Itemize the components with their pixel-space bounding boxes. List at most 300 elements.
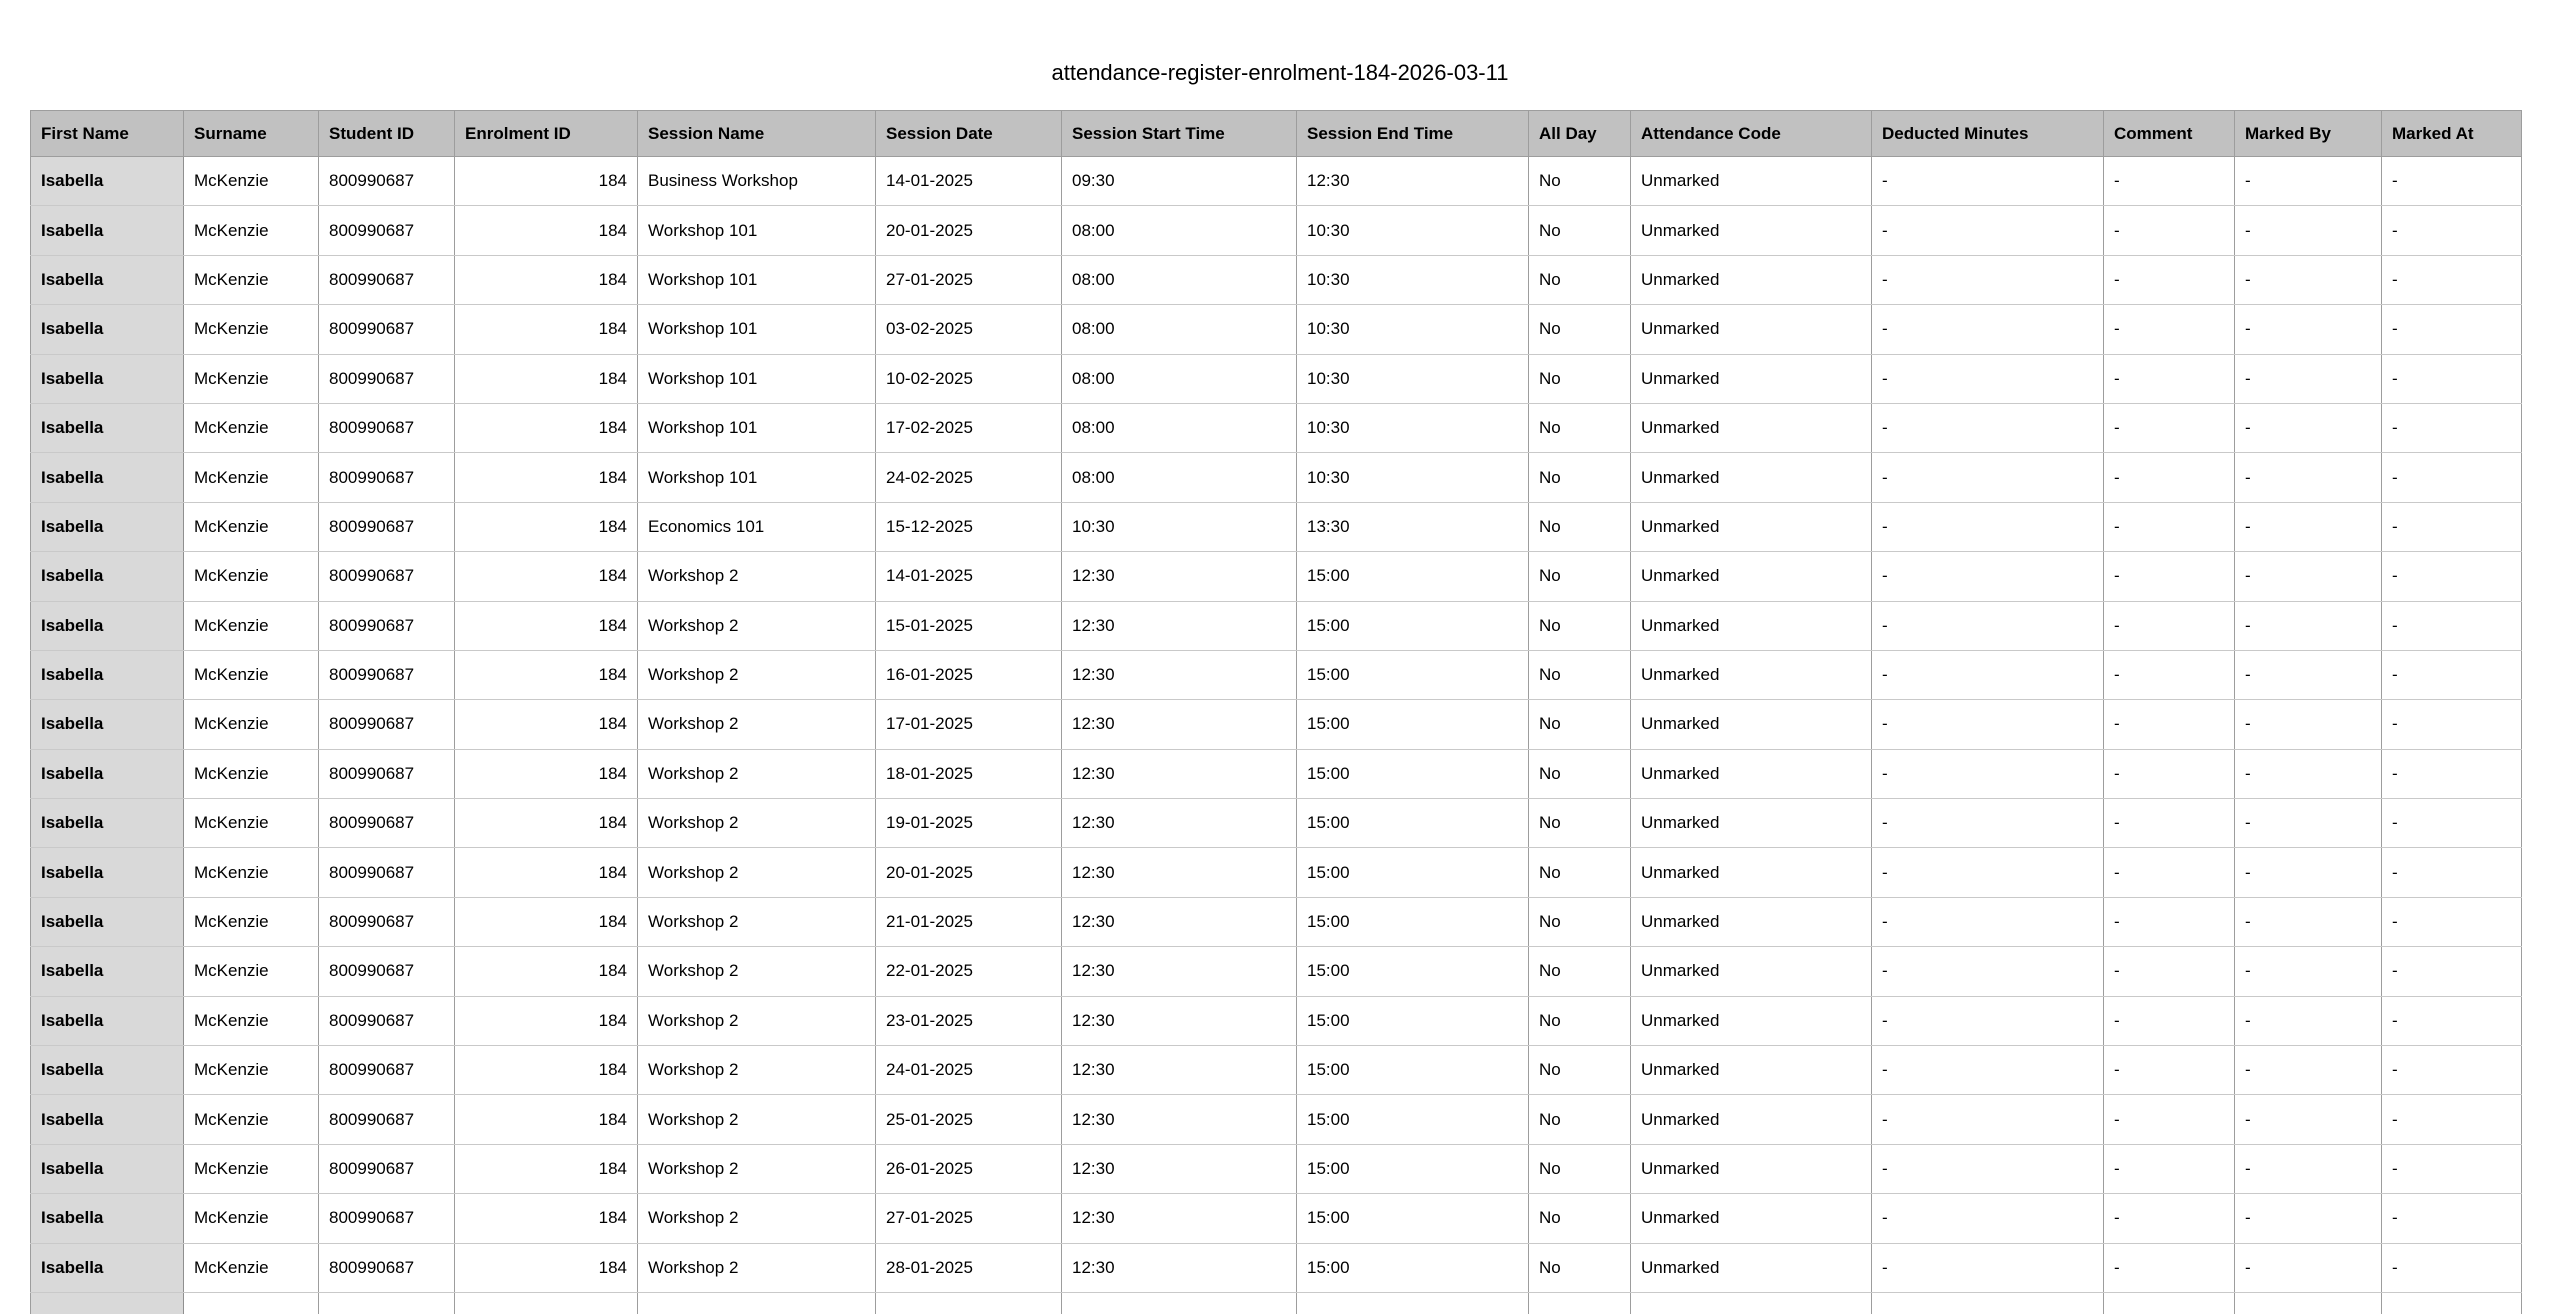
cell-deducted-minutes: - (1872, 897, 2104, 946)
cell-session-end-time: 15:00 (1297, 947, 1529, 996)
cell-enrolment-id: 184 (455, 749, 638, 798)
cell-deducted-minutes: - (1872, 700, 2104, 749)
cell-all-day: No (1529, 305, 1631, 354)
cell-deducted-minutes: - (1872, 255, 2104, 304)
cell-student-id: 800990687 (319, 848, 455, 897)
cell-student-id: 800990687 (319, 650, 455, 699)
cell-session-end-time: 13:30 (1297, 502, 1529, 551)
cell-attendance-code: Unmarked (1631, 799, 1872, 848)
cell-session-start-time (1062, 1292, 1297, 1314)
cell-surname: McKenzie (184, 1095, 319, 1144)
cell-surname: McKenzie (184, 996, 319, 1045)
cell-student-id: 800990687 (319, 206, 455, 255)
cell-deducted-minutes: - (1872, 206, 2104, 255)
header-cell-surname: Surname (184, 111, 319, 157)
cell-all-day: No (1529, 502, 1631, 551)
cell-session-end-time: 15:00 (1297, 996, 1529, 1045)
cell-session-end-time: 15:00 (1297, 1095, 1529, 1144)
cell-attendance-code: Unmarked (1631, 1144, 1872, 1193)
cell-first-name: Isabella (31, 255, 184, 304)
cell-surname: McKenzie (184, 700, 319, 749)
cell-marked-by: - (2235, 897, 2382, 946)
cell-all-day: No (1529, 1194, 1631, 1243)
cell-marked-at: - (2382, 453, 2522, 502)
cell-comment: - (2104, 799, 2235, 848)
cell-session-name: Workshop 101 (638, 403, 876, 452)
cell-surname: McKenzie (184, 305, 319, 354)
cell-attendance-code: Unmarked (1631, 354, 1872, 403)
cell-session-date: 25-01-2025 (876, 1095, 1062, 1144)
cell-session-start-time: 10:30 (1062, 502, 1297, 551)
header-cell-attendance-code: Attendance Code (1631, 111, 1872, 157)
cell-first-name: Isabella (31, 601, 184, 650)
cell-marked-at: - (2382, 947, 2522, 996)
cell-session-start-time: 12:30 (1062, 996, 1297, 1045)
cell-surname: McKenzie (184, 1243, 319, 1292)
cell-first-name: Isabella (31, 1194, 184, 1243)
cell-session-date: 24-01-2025 (876, 1046, 1062, 1095)
cell-marked-by: - (2235, 552, 2382, 601)
cell-student-id (319, 1292, 455, 1314)
cell-surname: McKenzie (184, 354, 319, 403)
cell-all-day: No (1529, 552, 1631, 601)
cell-session-date: 14-01-2025 (876, 552, 1062, 601)
cell-session-end-time: 10:30 (1297, 305, 1529, 354)
cell-session-date: 15-12-2025 (876, 502, 1062, 551)
table-row (31, 403, 2522, 452)
cell-student-id: 800990687 (319, 799, 455, 848)
cell-enrolment-id: 184 (455, 206, 638, 255)
cell-attendance-code: Unmarked (1631, 502, 1872, 551)
cell-first-name: Isabella (31, 305, 184, 354)
cell-session-name: Workshop 2 (638, 749, 876, 798)
cell-first-name: Isabella (31, 1046, 184, 1095)
header-cell-all-day: All Day (1529, 111, 1631, 157)
cell-session-end-time: 12:30 (1297, 157, 1529, 206)
cell-student-id: 800990687 (319, 502, 455, 551)
cell-session-start-time: 12:30 (1062, 1194, 1297, 1243)
cell-first-name: Isabella (31, 749, 184, 798)
cell-session-start-time: 08:00 (1062, 453, 1297, 502)
cell-first-name: Isabella (31, 799, 184, 848)
cell-marked-by: - (2235, 799, 2382, 848)
cell-comment: - (2104, 206, 2235, 255)
cell-session-date: 28-01-2025 (876, 1243, 1062, 1292)
cell-marked-at: - (2382, 502, 2522, 551)
cell-session-start-time: 08:00 (1062, 305, 1297, 354)
cell-session-start-time: 12:30 (1062, 749, 1297, 798)
cell-attendance-code: Unmarked (1631, 700, 1872, 749)
cell-all-day: No (1529, 206, 1631, 255)
cell-first-name: Isabella (31, 453, 184, 502)
cell-attendance-code: Unmarked (1631, 749, 1872, 798)
table-row (31, 1095, 2522, 1144)
table-row (31, 799, 2522, 848)
cell-all-day: No (1529, 947, 1631, 996)
cell-marked-by: - (2235, 157, 2382, 206)
cell-comment: - (2104, 749, 2235, 798)
header-cell-session-end-time: Session End Time (1297, 111, 1529, 157)
cell-marked-by: - (2235, 453, 2382, 502)
cell-session-start-time: 12:30 (1062, 848, 1297, 897)
cell-session-start-time: 12:30 (1062, 1243, 1297, 1292)
cell-first-name: Isabella (31, 848, 184, 897)
cell-all-day: No (1529, 255, 1631, 304)
cell-deducted-minutes: - (1872, 749, 2104, 798)
cell-all-day: No (1529, 1144, 1631, 1193)
header-cell-deducted-minutes: Deducted Minutes (1872, 111, 2104, 157)
cell-surname: McKenzie (184, 947, 319, 996)
cell-session-end-time: 15:00 (1297, 1194, 1529, 1243)
cell-all-day: No (1529, 1243, 1631, 1292)
cell-all-day: No (1529, 848, 1631, 897)
cell-deducted-minutes: - (1872, 157, 2104, 206)
cell-marked-at: - (2382, 700, 2522, 749)
cell-session-name: Economics 101 (638, 502, 876, 551)
cell-attendance-code: Unmarked (1631, 552, 1872, 601)
cell-session-start-time: 12:30 (1062, 552, 1297, 601)
cell-attendance-code: Unmarked (1631, 1046, 1872, 1095)
cell-deducted-minutes: - (1872, 1095, 2104, 1144)
cell-surname: McKenzie (184, 1046, 319, 1095)
cell-first-name: Isabella (31, 947, 184, 996)
cell-session-start-time: 09:30 (1062, 157, 1297, 206)
cell-student-id: 800990687 (319, 453, 455, 502)
cell-attendance-code: Unmarked (1631, 453, 1872, 502)
cell-session-end-time: 15:00 (1297, 650, 1529, 699)
cell-session-start-time: 12:30 (1062, 799, 1297, 848)
cell-comment: - (2104, 1243, 2235, 1292)
cell-student-id: 800990687 (319, 255, 455, 304)
cell-first-name: Isabella (31, 206, 184, 255)
header-row (31, 111, 2522, 157)
table-row (31, 650, 2522, 699)
cell-enrolment-id: 184 (455, 1243, 638, 1292)
cell-comment: - (2104, 1095, 2235, 1144)
cell-surname: McKenzie (184, 552, 319, 601)
cell-enrolment-id: 184 (455, 1194, 638, 1243)
table-row (31, 897, 2522, 946)
cell-marked-by: - (2235, 848, 2382, 897)
cell-student-id: 800990687 (319, 1144, 455, 1193)
cell-marked-at (2382, 1292, 2522, 1314)
cell-session-start-time: 12:30 (1062, 1095, 1297, 1144)
cell-student-id: 800990687 (319, 1095, 455, 1144)
cell-surname: McKenzie (184, 848, 319, 897)
cell-student-id: 800990687 (319, 552, 455, 601)
cell-marked-at: - (2382, 403, 2522, 452)
cell-session-end-time: 15:00 (1297, 601, 1529, 650)
cell-marked-by: - (2235, 749, 2382, 798)
cell-comment: - (2104, 255, 2235, 304)
cell-enrolment-id: 184 (455, 601, 638, 650)
cell-marked-by: - (2235, 255, 2382, 304)
cell-session-date: 10-02-2025 (876, 354, 1062, 403)
cell-enrolment-id: 184 (455, 996, 638, 1045)
cell-surname: McKenzie (184, 1144, 319, 1193)
cell-surname: McKenzie (184, 897, 319, 946)
cell-surname: McKenzie (184, 650, 319, 699)
document-title: attendance-register-enrolment-184-2026-03-11 (1051, 60, 1509, 85)
cell-enrolment-id: 184 (455, 897, 638, 946)
cell-session-start-time: 12:30 (1062, 947, 1297, 996)
cell-session-name: Workshop 2 (638, 1243, 876, 1292)
cell-session-date: 17-01-2025 (876, 700, 1062, 749)
cell-deducted-minutes: - (1872, 502, 2104, 551)
cell-all-day: No (1529, 799, 1631, 848)
cell-surname: McKenzie (184, 749, 319, 798)
cell-attendance-code: Unmarked (1631, 1095, 1872, 1144)
cell-session-date: 27-01-2025 (876, 255, 1062, 304)
cell-first-name: Isabella (31, 996, 184, 1045)
cell-deducted-minutes: - (1872, 403, 2104, 452)
cell-all-day: No (1529, 601, 1631, 650)
cell-session-name: Workshop 2 (638, 552, 876, 601)
cell-session-end-time: 15:00 (1297, 1046, 1529, 1095)
cell-student-id: 800990687 (319, 749, 455, 798)
cell-session-start-time: 08:00 (1062, 354, 1297, 403)
cell-comment (2104, 1292, 2235, 1314)
cell-student-id: 800990687 (319, 403, 455, 452)
cell-marked-by (2235, 1292, 2382, 1314)
cell-session-date: 19-01-2025 (876, 799, 1062, 848)
cell-student-id: 800990687 (319, 1046, 455, 1095)
cell-deducted-minutes: - (1872, 996, 2104, 1045)
cell-all-day: No (1529, 1095, 1631, 1144)
cell-marked-at: - (2382, 1095, 2522, 1144)
table-container (30, 110, 2526, 1314)
cell-comment: - (2104, 453, 2235, 502)
cell-enrolment-id: 184 (455, 1046, 638, 1095)
header-cell-session-start-time: Session Start Time (1062, 111, 1297, 157)
cell-attendance-code: Unmarked (1631, 157, 1872, 206)
cell-session-date: 21-01-2025 (876, 897, 1062, 946)
cell-marked-by: - (2235, 403, 2382, 452)
header-cell-comment: Comment (2104, 111, 2235, 157)
cell-comment: - (2104, 1046, 2235, 1095)
cell-marked-by: - (2235, 700, 2382, 749)
cell-deducted-minutes: - (1872, 650, 2104, 699)
cell-session-name: Workshop 101 (638, 354, 876, 403)
cell-session-name: Workshop 2 (638, 1194, 876, 1243)
cell-attendance-code: Unmarked (1631, 897, 1872, 946)
cell-deducted-minutes: - (1872, 1046, 2104, 1095)
cell-session-start-time: 08:00 (1062, 403, 1297, 452)
cell-marked-at: - (2382, 552, 2522, 601)
table-row (31, 601, 2522, 650)
cell-surname: McKenzie (184, 799, 319, 848)
cell-session-name: Workshop 2 (638, 848, 876, 897)
cell-first-name (31, 1292, 184, 1314)
cell-deducted-minutes: - (1872, 1243, 2104, 1292)
cell-session-name: Workshop 101 (638, 453, 876, 502)
cell-enrolment-id: 184 (455, 799, 638, 848)
cell-surname: McKenzie (184, 206, 319, 255)
header-cell-enrolment-id: Enrolment ID (455, 111, 638, 157)
cell-first-name: Isabella (31, 1144, 184, 1193)
cell-first-name: Isabella (31, 650, 184, 699)
cell-attendance-code: Unmarked (1631, 255, 1872, 304)
cell-all-day: No (1529, 897, 1631, 946)
cell-student-id: 800990687 (319, 1194, 455, 1243)
cell-all-day: No (1529, 996, 1631, 1045)
cell-session-end-time: 10:30 (1297, 354, 1529, 403)
cell-deducted-minutes: - (1872, 552, 2104, 601)
cell-enrolment-id: 184 (455, 1095, 638, 1144)
cell-session-name: Workshop 101 (638, 305, 876, 354)
cell-enrolment-id: 184 (455, 305, 638, 354)
cell-enrolment-id: 184 (455, 552, 638, 601)
cell-deducted-minutes: - (1872, 1144, 2104, 1193)
cell-attendance-code: Unmarked (1631, 650, 1872, 699)
cell-comment: - (2104, 700, 2235, 749)
header-cell-first-name: First Name (31, 111, 184, 157)
table-row (31, 848, 2522, 897)
cell-marked-at: - (2382, 157, 2522, 206)
cell-enrolment-id: 184 (455, 848, 638, 897)
cell-attendance-code: Unmarked (1631, 403, 1872, 452)
cell-deducted-minutes: - (1872, 453, 2104, 502)
table-row (31, 255, 2522, 304)
cell-session-date: 14-01-2025 (876, 157, 1062, 206)
cell-session-name: Workshop 2 (638, 897, 876, 946)
cell-student-id: 800990687 (319, 996, 455, 1045)
cell-session-end-time: 15:00 (1297, 848, 1529, 897)
cell-session-name: Workshop 2 (638, 700, 876, 749)
cell-attendance-code: Unmarked (1631, 1243, 1872, 1292)
cell-enrolment-id: 184 (455, 947, 638, 996)
table-row (31, 1292, 2522, 1314)
cell-session-start-time: 08:00 (1062, 255, 1297, 304)
cell-session-start-time: 08:00 (1062, 206, 1297, 255)
cell-comment: - (2104, 947, 2235, 996)
cell-comment: - (2104, 650, 2235, 699)
cell-attendance-code: Unmarked (1631, 206, 1872, 255)
table-row (31, 206, 2522, 255)
cell-comment: - (2104, 897, 2235, 946)
cell-session-date (876, 1292, 1062, 1314)
cell-session-date: 24-02-2025 (876, 453, 1062, 502)
cell-marked-at: - (2382, 206, 2522, 255)
table-row (31, 305, 2522, 354)
cell-enrolment-id: 184 (455, 255, 638, 304)
cell-session-name: Workshop 2 (638, 1046, 876, 1095)
cell-marked-at: - (2382, 996, 2522, 1045)
table-row (31, 749, 2522, 798)
cell-session-name (638, 1292, 876, 1314)
header-cell-session-name: Session Name (638, 111, 876, 157)
cell-session-start-time: 12:30 (1062, 1144, 1297, 1193)
cell-session-end-time: 15:00 (1297, 700, 1529, 749)
cell-first-name: Isabella (31, 502, 184, 551)
table-row (31, 552, 2522, 601)
header-cell-marked-by: Marked By (2235, 111, 2382, 157)
cell-deducted-minutes (1872, 1292, 2104, 1314)
header-cell-marked-at: Marked At (2382, 111, 2522, 157)
cell-surname: McKenzie (184, 453, 319, 502)
table-row (31, 354, 2522, 403)
cell-marked-at: - (2382, 1144, 2522, 1193)
cell-session-date: 23-01-2025 (876, 996, 1062, 1045)
cell-surname (184, 1292, 319, 1314)
header-cell-session-date: Session Date (876, 111, 1062, 157)
cell-session-end-time: 15:00 (1297, 749, 1529, 798)
cell-all-day: No (1529, 650, 1631, 699)
table-row (31, 1144, 2522, 1193)
cell-marked-by: - (2235, 206, 2382, 255)
cell-session-date: 26-01-2025 (876, 1144, 1062, 1193)
cell-deducted-minutes: - (1872, 305, 2104, 354)
cell-student-id: 800990687 (319, 601, 455, 650)
cell-first-name: Isabella (31, 1243, 184, 1292)
cell-comment: - (2104, 354, 2235, 403)
cell-all-day: No (1529, 1046, 1631, 1095)
cell-enrolment-id: 184 (455, 453, 638, 502)
cell-student-id: 800990687 (319, 1243, 455, 1292)
cell-enrolment-id (455, 1292, 638, 1314)
cell-surname: McKenzie (184, 1194, 319, 1243)
cell-student-id: 800990687 (319, 305, 455, 354)
cell-marked-by: - (2235, 354, 2382, 403)
cell-student-id: 800990687 (319, 947, 455, 996)
header-cell-student-id: Student ID (319, 111, 455, 157)
cell-marked-by: - (2235, 996, 2382, 1045)
cell-enrolment-id: 184 (455, 354, 638, 403)
cell-student-id: 800990687 (319, 354, 455, 403)
cell-enrolment-id: 184 (455, 502, 638, 551)
cell-surname: McKenzie (184, 157, 319, 206)
cell-session-start-time: 12:30 (1062, 650, 1297, 699)
attendance-register-table (30, 110, 2522, 1314)
cell-session-name: Workshop 101 (638, 255, 876, 304)
cell-marked-by: - (2235, 947, 2382, 996)
cell-session-date: 22-01-2025 (876, 947, 1062, 996)
cell-deducted-minutes: - (1872, 799, 2104, 848)
cell-comment: - (2104, 601, 2235, 650)
cell-marked-by: - (2235, 650, 2382, 699)
cell-marked-by: - (2235, 1144, 2382, 1193)
cell-session-date: 17-02-2025 (876, 403, 1062, 452)
cell-session-date: 15-01-2025 (876, 601, 1062, 650)
cell-marked-at: - (2382, 897, 2522, 946)
cell-deducted-minutes: - (1872, 354, 2104, 403)
cell-all-day: No (1529, 749, 1631, 798)
cell-all-day: No (1529, 157, 1631, 206)
cell-all-day: No (1529, 700, 1631, 749)
cell-first-name: Isabella (31, 552, 184, 601)
cell-marked-at: - (2382, 255, 2522, 304)
cell-surname: McKenzie (184, 502, 319, 551)
cell-all-day: No (1529, 453, 1631, 502)
cell-attendance-code: Unmarked (1631, 305, 1872, 354)
cell-enrolment-id: 184 (455, 700, 638, 749)
table-row (31, 1194, 2522, 1243)
cell-comment: - (2104, 1194, 2235, 1243)
cell-first-name: Isabella (31, 354, 184, 403)
cell-attendance-code: Unmarked (1631, 601, 1872, 650)
cell-deducted-minutes: - (1872, 1194, 2104, 1243)
cell-comment: - (2104, 305, 2235, 354)
cell-comment: - (2104, 996, 2235, 1045)
cell-enrolment-id: 184 (455, 650, 638, 699)
cell-comment: - (2104, 403, 2235, 452)
cell-marked-at: - (2382, 354, 2522, 403)
cell-marked-by: - (2235, 1046, 2382, 1095)
cell-session-name: Workshop 2 (638, 947, 876, 996)
cell-first-name: Isabella (31, 1095, 184, 1144)
cell-session-end-time: 15:00 (1297, 897, 1529, 946)
cell-enrolment-id: 184 (455, 157, 638, 206)
